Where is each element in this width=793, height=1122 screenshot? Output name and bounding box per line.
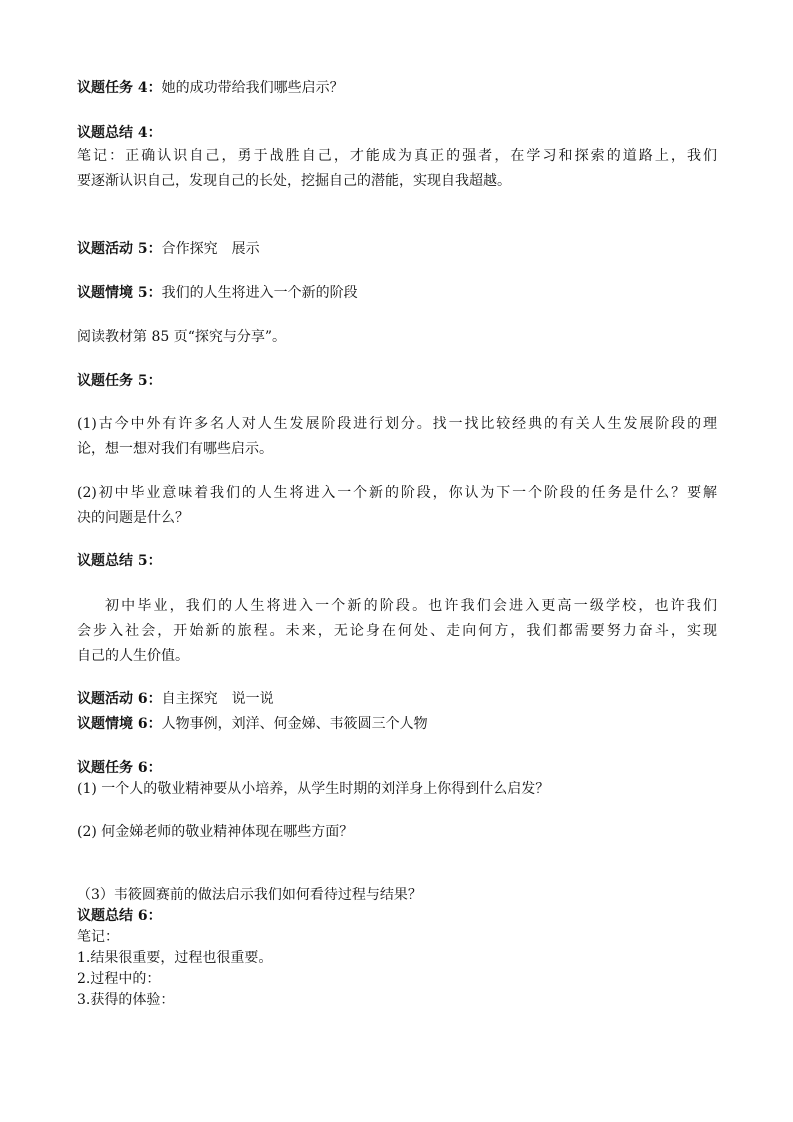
- task6-label: 议题任务 6：: [77, 760, 162, 776]
- summary4-label: 议题总结 4：: [77, 125, 162, 141]
- task5-q1-line1: (1)古今中外有许多名人对人生发展阶段进行划分。找一找比较经典的有关人生发展阶段的理: [77, 416, 717, 432]
- summary5-line1: 初中毕业，我们的人生将进入一个新的阶段。也许我们会进入更高一级学校，也许我们: [105, 598, 717, 614]
- task5-q1-line2: 论，想一想对我们有哪些启示。: [77, 441, 273, 457]
- task4-line: [77, 78, 717, 98]
- activity5-line: [77, 239, 717, 259]
- task6-q2: (2) 何金娣老师的敬业精神体现在哪些方面？: [77, 824, 354, 840]
- activity5-label: 议题活动 5：: [77, 241, 162, 257]
- summary6-item2: 2.过程中的：: [77, 971, 161, 987]
- summary5-label: 议题总结 5：: [77, 553, 162, 569]
- task5-label: 议题任务 5：: [77, 373, 162, 389]
- activity6-line: [77, 689, 717, 709]
- summary4-line2: 要逐渐认识自己，发现自己的长处，挖掘自己的潜能，实现自我超越。: [77, 173, 511, 189]
- summary6-item1: 1.结果很重要，过程也很重要。: [77, 950, 273, 966]
- activity6-label: 议题活动 6：: [77, 691, 162, 707]
- task4-label: 议题任务 4：: [77, 80, 162, 96]
- task6-q3: （3）韦筱圆赛前的做法启示我们如何看待过程与结果？: [77, 887, 422, 903]
- scenario5-text: 我们的人生将进入一个新的阶段: [161, 285, 358, 301]
- summary5-line3: 自己的人生价值。: [77, 648, 189, 664]
- activity6-text: 自主探究 说一说: [161, 691, 274, 707]
- task5-q2-line2: 决的问题是什么？: [77, 510, 189, 526]
- summary6-item3: 3.获得的体验：: [77, 992, 175, 1008]
- scenario6-line: [77, 714, 717, 734]
- task4-text: 她的成功带给我们哪些启示？: [161, 80, 344, 96]
- reading5-line: 阅读教材第 85 页“探究与分享”。: [77, 329, 287, 345]
- scenario6-text: 人物事例，刘洋、何金娣、韦筱圆三个人物: [161, 716, 428, 732]
- summary6-label: 议题总结 6：: [77, 908, 162, 924]
- scenario5-label: 议题情境 5：: [77, 285, 162, 301]
- activity5-text: 合作探究 展示: [161, 241, 260, 257]
- summary5-line2: 会步入社会，开始新的旅程。未来，无论身在何处、走向何方，我们都需要努力奋斗，实现: [77, 623, 717, 639]
- summary6-note: 笔记：: [77, 929, 119, 945]
- scenario5-line: [77, 283, 717, 303]
- task6-q1: (1) 一个人的敬业精神要从小培养，从学生时期的刘洋身上你得到什么启发？: [77, 781, 550, 797]
- scenario6-label: 议题情境 6：: [77, 716, 162, 732]
- task5-q2-line1: (2)初中毕业意味着我们的人生将进入一个新的阶段，你认为下一个阶段的任务是什么？要解: [77, 485, 717, 501]
- summary4-line1: 笔记：正确认识自己，勇于战胜自己，才能成为真正的强者，在学习和探索的道路上，我们: [77, 148, 717, 164]
